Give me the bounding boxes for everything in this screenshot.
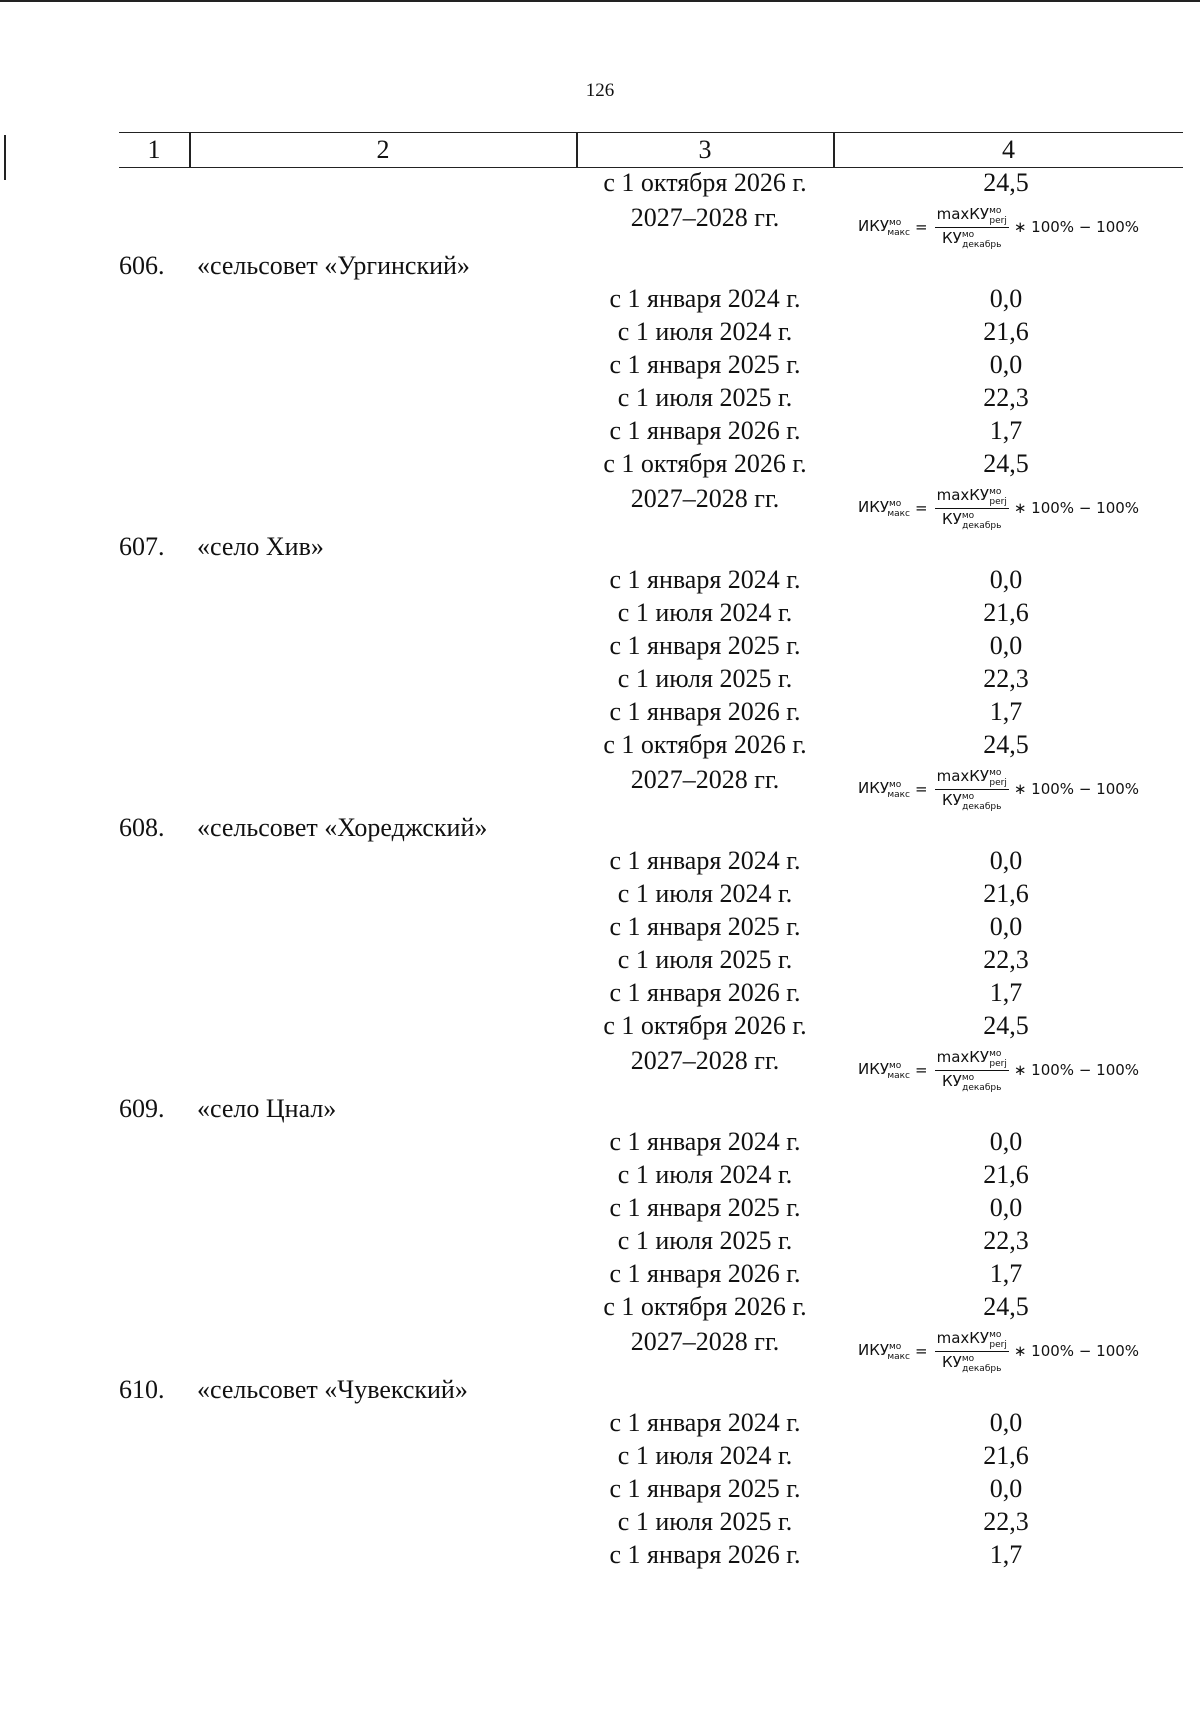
rate-date: с 1 января 2024 г. [609,1408,801,1437]
rate-value: 1,7 [989,416,1023,445]
rate-value: 24,5 [983,730,1029,759]
formula-denominator [942,790,1001,812]
rate-value: 0,0 [989,350,1023,379]
formula-row [0,199,1200,249]
rate-value: 0,0 [989,631,1023,660]
formula-den-main: КУ [942,228,962,247]
formula-den-main: КУ [942,1352,962,1371]
formula-lhs [858,779,910,800]
formula-row [0,480,1200,530]
rate-row [0,315,1200,348]
formula-lhs [858,1341,910,1362]
rate-date: с 1 января 2024 г. [609,1127,801,1156]
rate-date: с 1 января 2026 г. [609,1540,801,1569]
rate-value: 1,7 [989,1540,1023,1569]
formula-lhs [858,498,910,519]
formula-den-main: КУ [942,1071,962,1090]
rate-date: с 1 июля 2025 г. [617,1226,793,1255]
formula-lhs-main: ИКУ [858,778,890,797]
rate-date: с 1 октября 2026 г. [603,168,807,197]
formula-numerator [935,767,1009,790]
formula-num-main: maxКУ [936,766,990,785]
formula-numerator [935,486,1009,509]
rate-row [0,976,1200,1009]
formula-denominator [942,1071,1001,1093]
entry-number: 608. [119,813,165,842]
entry-heading [0,1092,1200,1125]
rate-date: с 1 января 2025 г. [609,350,801,379]
rate-row [0,381,1200,414]
rate-value: 21,6 [983,317,1029,346]
period-label: 2027–2028 гг. [630,484,780,513]
rate-date: с 1 января 2024 г. [609,284,801,313]
formula-lhs-sub: макс [887,789,911,800]
rate-date: с 1 июля 2024 г. [617,317,793,346]
formula-lhs-sup: мо [889,1060,902,1071]
period-label: 2027–2028 гг. [630,1327,780,1356]
top-border-line [0,0,1200,2]
entry-heading [0,811,1200,844]
rate-row [0,629,1200,662]
rate-date: с 1 октября 2026 г. [603,449,807,478]
rate-date: с 1 января 2025 г. [609,1193,801,1222]
rate-value: 22,3 [983,1507,1029,1536]
formula-lhs-sub: макс [887,1351,911,1362]
rate-row [0,1224,1200,1257]
rate-row [0,282,1200,315]
rate-date: с 1 июля 2024 г. [617,879,793,908]
percent-formula [858,1047,1140,1093]
formula-den-main: КУ [942,790,962,809]
formula-num-sub: perj [989,496,1007,507]
rate-row [0,662,1200,695]
rate-row [0,1406,1200,1439]
formula-den-sub: декабрь [962,1363,1002,1374]
entry-number: 609. [119,1094,165,1123]
formula-equals: = [915,780,928,798]
formula-equals: = [915,218,928,236]
formula-den-sup: мо [961,1353,975,1364]
rate-row [0,695,1200,728]
formula-denominator [942,509,1001,531]
rate-row [0,943,1200,976]
formula-lhs-main: ИКУ [858,1059,890,1078]
header-col-1: 1 [147,135,161,164]
rate-value: 24,5 [983,449,1029,478]
formula-num-sup: мо [989,767,1002,778]
rate-value: 24,5 [983,168,1029,197]
formula-equals: = [915,1342,928,1360]
formula-denominator [942,228,1001,250]
formula-equals: = [915,1061,928,1079]
rate-date: с 1 января 2026 г. [609,416,801,445]
rate-value: 1,7 [989,978,1023,1007]
formula-tail: ∗ 100% − 100% [1013,499,1140,517]
rate-value: 0,0 [989,1193,1023,1222]
formula-fraction [935,1329,1009,1374]
entry-name: «село Хив» [197,532,324,561]
rate-date: с 1 июля 2024 г. [617,598,793,627]
rate-row [0,877,1200,910]
rate-row [0,348,1200,381]
rate-row [0,166,1200,199]
entry-heading [0,1373,1200,1406]
formula-num-sup: мо [989,205,1002,216]
table-body [0,166,1200,1571]
formula-lhs-main: ИКУ [858,497,890,516]
rate-value: 0,0 [989,1474,1023,1503]
rate-row [0,1538,1200,1571]
entry-name: «село Цнал» [197,1094,337,1123]
formula-num-main: maxКУ [936,1047,990,1066]
rate-value: 0,0 [989,846,1023,875]
rate-date: с 1 января 2024 г. [609,846,801,875]
percent-formula [858,766,1140,812]
rate-row [0,447,1200,480]
formula-fraction [935,486,1009,531]
rate-value: 22,3 [983,383,1029,412]
formula-den-sub: декабрь [962,520,1002,531]
page-number: 126 [585,80,615,101]
rate-date: с 1 января 2026 г. [609,1259,801,1288]
rate-value: 1,7 [989,697,1023,726]
rate-date: с 1 июля 2025 г. [617,1507,793,1536]
rate-row [0,1158,1200,1191]
header-col-3: 3 [698,135,712,164]
table-header [119,132,1183,168]
formula-lhs-sup: мо [889,1341,902,1352]
formula-num-sub: perj [989,1058,1007,1069]
formula-lhs-main: ИКУ [858,1340,890,1359]
rate-value: 0,0 [989,1408,1023,1437]
formula-den-sub: декабрь [962,239,1002,250]
rate-value: 22,3 [983,1226,1029,1255]
rate-value: 21,6 [983,879,1029,908]
header-col-2: 2 [376,135,390,164]
rate-date: с 1 октября 2026 г. [603,730,807,759]
formula-row [0,761,1200,811]
entry-number: 610. [119,1375,165,1404]
rate-row [0,414,1200,447]
formula-num-sup: мо [989,1329,1002,1340]
formula-fraction [935,205,1009,250]
formula-lhs-sub: макс [887,1070,911,1081]
rate-value: 21,6 [983,1441,1029,1470]
formula-numerator [935,1329,1009,1352]
formula-den-sub: декабрь [962,801,1002,812]
rate-value: 24,5 [983,1011,1029,1040]
formula-den-sup: мо [961,791,975,802]
rate-value: 1,7 [989,1259,1023,1288]
formula-den-sup: мо [961,1072,975,1083]
period-label: 2027–2028 гг. [630,765,780,794]
rate-row [0,563,1200,596]
formula-num-sup: мо [989,486,1002,497]
formula-den-sup: мо [961,229,975,240]
formula-lhs-sup: мо [889,217,902,228]
formula-num-sub: perj [989,777,1007,788]
rate-row [0,1125,1200,1158]
formula-den-sup: мо [961,510,975,521]
rate-value: 22,3 [983,945,1029,974]
formula-tail: ∗ 100% − 100% [1013,780,1140,798]
percent-formula [858,1328,1140,1374]
rate-date: с 1 июля 2024 г. [617,1160,793,1189]
formula-denominator [942,1352,1001,1374]
rate-date: с 1 июля 2025 г. [617,383,793,412]
formula-num-main: maxКУ [936,1328,990,1347]
formula-lhs-main: ИКУ [858,216,890,235]
header-col-4: 4 [1002,135,1015,164]
formula-fraction [935,1048,1009,1093]
formula-tail: ∗ 100% − 100% [1013,1061,1140,1079]
formula-num-sub: perj [989,215,1007,226]
formula-num-sup: мо [989,1048,1002,1059]
rate-date: с 1 января 2025 г. [609,631,801,660]
formula-lhs-sup: мо [889,779,902,790]
formula-lhs-sub: макс [887,508,911,519]
rate-row [0,1257,1200,1290]
rate-row [0,1191,1200,1224]
rate-date: с 1 июля 2025 г. [617,945,793,974]
entry-name: «сельсовет «Чувекский» [197,1375,468,1404]
formula-den-main: КУ [942,509,962,528]
rate-value: 0,0 [989,1127,1023,1156]
formula-numerator [935,205,1009,228]
formula-numerator [935,1048,1009,1071]
rate-date: с 1 октября 2026 г. [603,1292,807,1321]
rate-row [0,1472,1200,1505]
period-label: 2027–2028 гг. [630,203,780,232]
percent-formula [858,204,1140,250]
rate-row [0,596,1200,629]
formula-lhs-sup: мо [889,498,902,509]
rate-date: с 1 июля 2024 г. [617,1441,793,1470]
rate-date: с 1 января 2026 г. [609,697,801,726]
rate-value: 21,6 [983,598,1029,627]
rate-row [0,844,1200,877]
rate-value: 0,0 [989,912,1023,941]
rate-row [0,1290,1200,1323]
rate-row [0,910,1200,943]
formula-den-sub: декабрь [962,1082,1002,1093]
period-label: 2027–2028 гг. [630,1046,780,1075]
formula-lhs-sub: макс [887,227,911,238]
rate-value: 21,6 [983,1160,1029,1189]
formula-fraction [935,767,1009,812]
entry-heading [0,530,1200,563]
rate-value: 0,0 [989,565,1023,594]
formula-row [0,1323,1200,1373]
formula-tail: ∗ 100% − 100% [1013,1342,1140,1360]
rate-date: с 1 января 2026 г. [609,978,801,1007]
entry-name: «сельсовет «Ургинский» [197,251,470,280]
formula-num-main: maxКУ [936,485,990,504]
formula-lhs [858,217,910,238]
rate-value: 24,5 [983,1292,1029,1321]
rate-row [0,1439,1200,1472]
formula-num-main: maxКУ [936,204,990,223]
entry-number: 606. [119,251,165,280]
rate-row [0,1009,1200,1042]
entry-number: 607. [119,532,165,561]
rate-date: с 1 января 2025 г. [609,1474,801,1503]
entry-name: «сельсовет «Хореджский» [197,813,488,842]
rate-row [0,1505,1200,1538]
rate-date: с 1 июля 2025 г. [617,664,793,693]
rate-value: 0,0 [989,284,1023,313]
formula-tail: ∗ 100% − 100% [1013,218,1140,236]
rate-date: с 1 января 2024 г. [609,565,801,594]
entry-heading [0,249,1200,282]
percent-formula [858,485,1140,531]
formula-lhs [858,1060,910,1081]
formula-num-sub: perj [989,1339,1007,1350]
rate-row [0,728,1200,761]
rate-value: 22,3 [983,664,1029,693]
formula-equals: = [915,499,928,517]
formula-row [0,1042,1200,1092]
rate-date: с 1 октября 2026 г. [603,1011,807,1040]
rate-date: с 1 января 2025 г. [609,912,801,941]
